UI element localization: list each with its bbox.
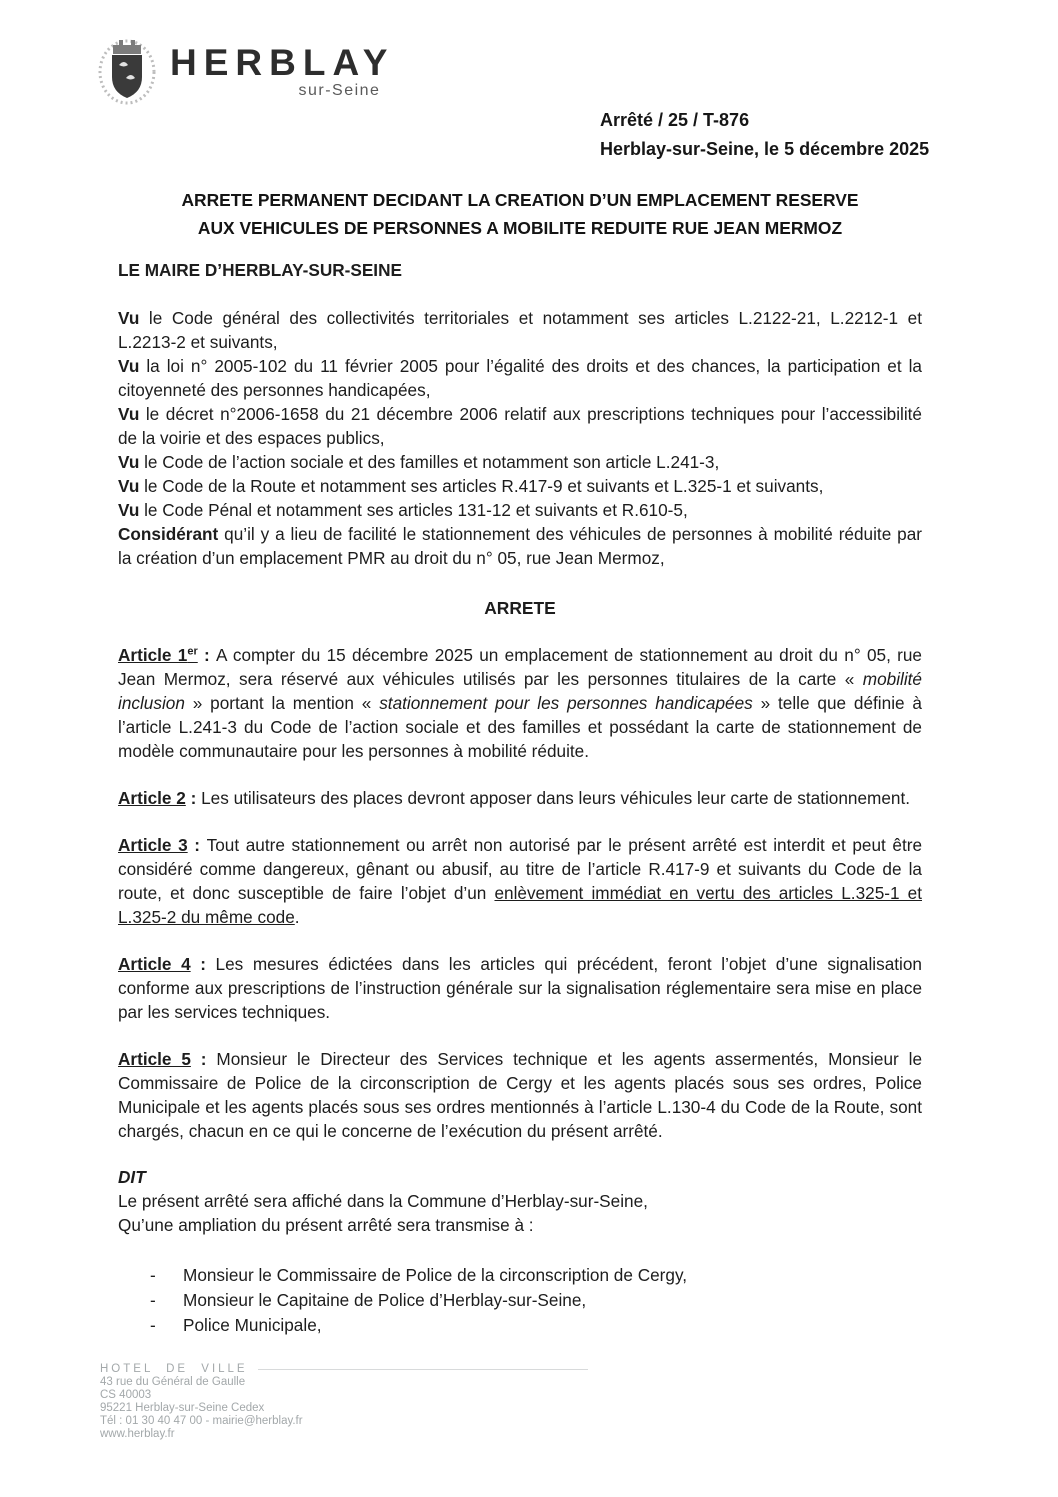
- article-3: Article 3 : Tout autre stationnement ou arrêt non autorisé par le présent arrêté est interdit et peut être considéré comme dangereux, gênant ou abusif, au titre de l’article R.417-9 et suivants du Code de la route, et donc susceptible de faire l’objet d’un enlèvement immédiat en vertu des articles L.325-1 et L.325-2 du même code.: [118, 835, 923, 927]
- document-title-line1: ARRETE PERMANENT DECIDANT LA CREATION D’UN EMPLACEMENT RESERVE: [181, 190, 859, 210]
- article-1: Article 1er : A compter du 15 décembre 2025 un emplacement de stationnement au droit du n° 05, rue Jean Mermoz, sera réservé aux véhicules utilisés par les personnes titulaires de la carte « mobilité inclusion » portant la mention « stationnement pour les personnes handicapées » telle que définie à l’article L.241-3 du Code de l’action sociale et des familles et possédant la carte de stationnement de modèle communautaire pour les personnes à mobilité réduite.: [118, 645, 922, 761]
- article-4-label: Article 4: [118, 954, 191, 974]
- city-crest-icon: [98, 34, 156, 106]
- logo-name: HERBLAY: [170, 42, 395, 83]
- article-5: Article 5 : Monsieur le Directeur des Services technique et les agents assermentés, Monsieur le Commissaire de Police de la circonscription de Cergy et les agents placés sous ses ordres, Police Municipale et les agents placés sous ses ordres mentionnés à l’article L.130-4 du Code de la Route, sont chargés, chacun en ce qui le concerne de l’exécution du présent arrêté.: [118, 1049, 923, 1141]
- recitals-block: [118, 306, 922, 570]
- footer-rule: [258, 1369, 588, 1370]
- document-title-line2: AUX VEHICULES DE PERSONNES A MOBILITE REDUITE RUE JEAN MERMOZ: [197, 218, 843, 238]
- logo-subtitle: sur-Seine: [298, 82, 381, 99]
- city-logo: [98, 34, 394, 106]
- footer-address-city: 95221 Herblay-sur-Seine Cedex: [100, 1402, 265, 1414]
- recital-vu-1: Vu le Code général des collectivités territoriales et notamment ses articles L.2122-21, L.2212-1 et L.2213-2 et suivants,: [118, 308, 922, 352]
- recital-vu-2: Vu la loi n° 2005-102 du 11 février 2005 pour l’égalité des droits et des chances, la participation et la citoyenneté des personnes handicapées,: [118, 356, 922, 400]
- article-3-label: Article 3: [118, 835, 188, 855]
- reference-block: [600, 106, 929, 164]
- dash-bullet: -: [150, 1265, 156, 1285]
- recital-vu-4: Vu le Code de l’action sociale et des familles et notamment son article L.241-3,: [118, 452, 720, 472]
- recital-considerant: Considérant qu’il y a lieu de facilité le stationnement des véhicules de personnes à mobilité réduite par la création d’un emplacement PMR au droit du n° 05, rue Jean Mermoz,: [118, 524, 922, 568]
- article-5-label: Article 5: [118, 1049, 191, 1069]
- footer-website: www.herblay.fr: [100, 1428, 175, 1440]
- salutation: LE MAIRE D’HERBLAY-SUR-SEINE: [118, 260, 402, 280]
- footer-contact: Tél : 01 30 40 47 00 - mairie@herblay.fr: [100, 1415, 303, 1427]
- letterhead-footer: [100, 1363, 588, 1441]
- footer-address-street: 43 rue du Général de Gaulle: [100, 1376, 246, 1388]
- document-body: [118, 0, 922, 1338]
- recital-vu-5: Vu le Code de la Route et notamment ses articles R.417-9 et suivants et L.325-1 et suivants,: [118, 476, 824, 496]
- dash-bullet: -: [150, 1290, 156, 1310]
- dit-line-2: Qu’une ampliation du présent arrêté sera transmise à :: [118, 1215, 534, 1235]
- dit-heading: DIT: [118, 1167, 146, 1187]
- article-1-label: Article 1er: [118, 645, 198, 665]
- list-item: - Monsieur le Commissaire de Police de la circonscription de Cergy,: [118, 1263, 922, 1288]
- list-item: - Monsieur le Capitaine de Police d’Herblay-sur-Seine,: [118, 1288, 922, 1313]
- article-2: Article 2 : Les utilisateurs des places devront apposer dans leurs véhicules leur carte de stationnement.: [118, 788, 911, 808]
- recital-vu-3: Vu le décret n°2006-1658 du 21 décembre 2006 relatif aux prescriptions techniques pour l’accessibilité de la voirie et des espaces publics,: [118, 404, 922, 448]
- document-title: [118, 186, 922, 242]
- decree-reference: Arrêté / 25 / T-876: [600, 110, 750, 130]
- arrete-heading: ARRETE: [484, 598, 556, 618]
- footer-hotel-de-ville: HOTEL DE VILLE: [100, 1363, 248, 1375]
- decree-dateline: Herblay-sur-Seine, le 5 décembre 2025: [600, 139, 930, 159]
- footer-address-cs: CS 40003: [100, 1389, 152, 1401]
- dit-line-1: Le présent arrêté sera affiché dans la Commune d’Herblay-sur-Seine,: [118, 1191, 648, 1211]
- article-4: Article 4 : Les mesures édictées dans les articles qui précédent, feront l’objet d’une signalisation conforme aux prescriptions de l’instruction générale sur la signalisation réglementaire sera mise en place par les services techniques.: [118, 954, 922, 1022]
- transmission-list: [118, 1263, 922, 1338]
- article-2-label: Article 2: [118, 788, 186, 808]
- dash-bullet: -: [150, 1315, 156, 1335]
- list-item: - Police Municipale,: [118, 1313, 922, 1338]
- recital-vu-6: Vu le Code Pénal et notamment ses articles 131-12 et suivants et R.610-5,: [118, 500, 688, 520]
